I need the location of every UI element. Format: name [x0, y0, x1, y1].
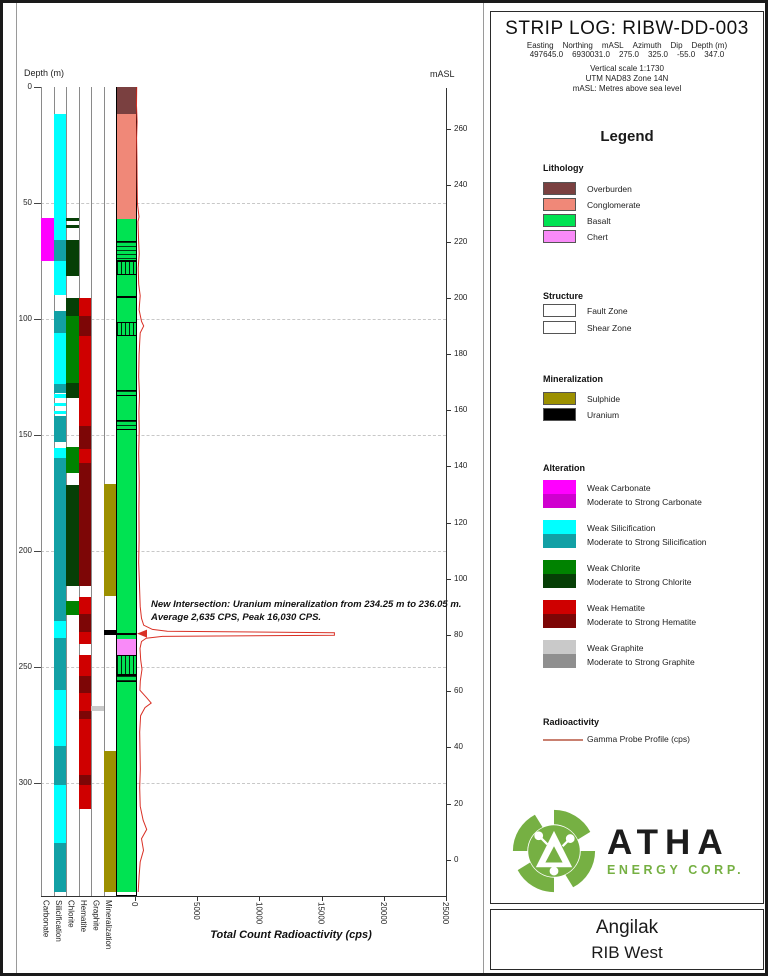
silicification-interval	[54, 240, 67, 261]
legend-swatch-overburden	[543, 182, 576, 195]
hematite-interval	[79, 463, 92, 586]
masl-tick	[446, 523, 451, 524]
annotation-arrow-icon	[137, 630, 147, 638]
lithology-interval-chert	[117, 639, 136, 655]
silicification-interval	[54, 638, 67, 690]
header-label-Northing: Northing	[562, 41, 593, 50]
silicification-interval	[54, 690, 67, 746]
header-value-Northing: 6930031.0	[572, 50, 610, 59]
depth-axis-label: Depth (m)	[24, 68, 65, 78]
depth-tick	[34, 551, 41, 552]
silicification-interval	[54, 311, 67, 333]
silicification-interval	[54, 621, 67, 638]
x-axis-line	[41, 896, 447, 897]
legend-swatch-silicification_weak	[543, 520, 576, 534]
depth-tick	[34, 667, 41, 668]
silicification-interval	[54, 785, 67, 843]
lithology-shear-zone	[117, 420, 136, 430]
hematite-interval	[79, 597, 92, 613]
hematite-interval	[79, 719, 92, 775]
x-tick-label: 25000	[441, 902, 450, 925]
graphite-interval	[91, 706, 104, 711]
mineralization-interval	[104, 630, 117, 634]
masl-tick	[446, 185, 451, 186]
logo-wordmark	[607, 822, 745, 877]
legend-label-conglomerate: Conglomerate	[587, 200, 641, 210]
hematite-interval	[79, 336, 92, 425]
header-value-Easting: 497645.0	[529, 50, 564, 59]
masl-axis-line	[446, 88, 447, 896]
chlorite-interval	[66, 316, 79, 383]
legend-label-hematite_strong: Moderate to Strong Hematite	[587, 617, 697, 627]
mineralization-interval	[104, 484, 117, 597]
project-area: RIB West	[591, 943, 663, 962]
legend-swatch-basalt	[543, 214, 576, 227]
x-tick-label: 20000	[378, 902, 388, 925]
depth-tick-label: 100	[18, 314, 32, 323]
masl-note: mASL: Metres above sea level	[572, 84, 682, 93]
legend-swatch-fault	[543, 304, 576, 317]
x-axis-tick	[384, 896, 385, 901]
chlorite-interval	[66, 601, 79, 615]
depth-gridline	[41, 667, 446, 668]
chlorite-interval	[66, 485, 79, 586]
legend-label-silicification_weak: Weak Silicification	[587, 523, 656, 533]
legend-swatch-carbonate_weak	[543, 480, 576, 494]
masl-tick	[446, 747, 451, 748]
silicification-interval	[54, 114, 67, 240]
lithology-fault-zone	[117, 261, 136, 275]
depth-gridline	[41, 319, 446, 320]
header-value-Depth (m): 347.0	[704, 50, 725, 59]
header-label-Azimuth: Azimuth	[632, 41, 662, 50]
hematite-interval	[79, 614, 92, 633]
header-labels-row	[495, 41, 759, 50]
chlorite-interval	[66, 298, 79, 315]
header-value-Dip: -55.0	[677, 50, 696, 59]
chlorite-interval	[66, 383, 79, 398]
header-label-Easting: Easting	[526, 41, 554, 50]
radioactivity-section-header: Radioactivity	[543, 717, 600, 727]
silicification-interval	[54, 261, 67, 295]
legend-label-chlorite_weak: Weak Chlorite	[587, 563, 641, 573]
legend-label-chlorite_strong: Moderate to Strong Chlorite	[587, 577, 692, 587]
track-label-carbonate: Carbonate	[41, 900, 51, 938]
legend-label-chert: Chert	[587, 232, 608, 242]
page-title: STRIP LOG: RIBW-DD-003	[505, 18, 749, 39]
masl-tick-label: 20	[454, 798, 463, 808]
utm-zone-note: UTM NAD83 Zone 14N	[585, 74, 669, 83]
header-value-mASL: 275.0	[618, 50, 639, 59]
track-outline	[41, 87, 42, 896]
header-values-row	[495, 50, 759, 59]
legend-swatch-uranium	[543, 408, 576, 421]
legend-swatch-graphite_weak	[543, 640, 576, 654]
masl-tick-label: 120	[454, 517, 468, 527]
legend-swatch-silicification_strong	[543, 534, 576, 548]
masl-tick	[446, 466, 451, 467]
header-label-Depth (m): Depth (m)	[691, 41, 728, 50]
hematite-interval	[79, 693, 92, 712]
track-outline	[91, 87, 92, 896]
lithology-shear-zone	[117, 675, 136, 682]
legend-label-structure-1: Shear Zone	[587, 323, 632, 333]
header-label-mASL: mASL	[601, 41, 624, 50]
masl-tick-label: 240	[454, 180, 468, 190]
track-label-silicification: Silicification	[53, 900, 63, 942]
mineralization-section-header: Mineralization	[543, 374, 604, 384]
masl-tick-label: 60	[454, 686, 463, 696]
x-tick-label: 10000	[254, 902, 264, 925]
depth-tick	[34, 435, 41, 436]
masl-tick	[446, 410, 451, 411]
masl-tick-label: 80	[454, 629, 463, 639]
legend-label-carbonate_weak: Weak Carbonate	[587, 483, 651, 493]
hematite-interval	[79, 655, 92, 676]
legend-swatch-shear-diag	[543, 321, 576, 334]
legend-swatch-chlorite_weak	[543, 560, 576, 574]
hematite-interval	[79, 426, 92, 449]
lithology-fault-zone	[117, 322, 136, 336]
legend-label-carbonate_strong: Moderate to Strong Carbonate	[587, 497, 702, 507]
legend-swatch-conglomerate	[543, 198, 576, 211]
silicification-interval	[54, 843, 67, 892]
masl-tick-label: 100	[454, 573, 468, 583]
masl-tick	[446, 242, 451, 243]
legend-label-hematite_weak: Weak Hematite	[587, 603, 645, 613]
atha-logo-icon	[511, 808, 597, 894]
hematite-interval	[79, 298, 92, 315]
silicification-interval	[54, 448, 67, 458]
logo-subword: ENERGY CORP.	[607, 862, 745, 877]
silicification-interval	[54, 333, 67, 384]
depth-gridline	[41, 203, 446, 204]
lithology-interval-conglomerate	[117, 114, 136, 220]
project-name: Angilak	[595, 917, 659, 938]
lithology-shear-zone	[117, 241, 136, 261]
lithology-contact-line	[117, 296, 136, 298]
track-label-mineralization: Mineralization	[103, 900, 113, 950]
masl-tick	[446, 860, 451, 861]
vertical-scale-note: Vertical scale 1:1730	[590, 64, 664, 73]
track-label-chlorite: Chlorite	[66, 900, 76, 928]
legend-label-basalt: Basalt	[587, 216, 611, 226]
masl-tick-label: 260	[454, 124, 468, 134]
depth-tick-label: 50	[23, 198, 32, 207]
x-axis-tick	[135, 896, 136, 901]
legend-swatch-chlorite_strong	[543, 574, 576, 588]
lithology-shear-zone	[117, 390, 136, 396]
silicification-interval	[54, 394, 67, 397]
project-box	[490, 909, 764, 970]
info-panel	[490, 11, 764, 904]
header-label-Dip: Dip	[670, 41, 683, 50]
gamma-line-label: Gamma Probe Profile (cps)	[587, 734, 690, 744]
silicification-interval	[54, 458, 67, 620]
track-label-hematite: Hematite	[78, 900, 88, 933]
depth-tick-label: 250	[18, 662, 32, 671]
legend-swatch-chert	[543, 230, 576, 243]
chlorite-interval	[66, 225, 79, 228]
intersection-annotation: New Intersection: Uranium mineralization from 234.25 m to 236.05 m. Average 2,635 CPS, Peak 16,030 CPS.	[151, 599, 462, 623]
lithology-section-header: Lithology	[543, 163, 584, 173]
x-axis-tick	[446, 896, 447, 901]
legend-label-graphite_strong: Moderate to Strong Graphite	[587, 657, 695, 667]
structure-section-header: Structure	[543, 291, 584, 301]
legend-label-graphite_weak: Weak Graphite	[587, 643, 644, 653]
masl-tick	[446, 579, 451, 580]
gamma-line-swatch	[543, 739, 583, 741]
depth-gridline	[41, 783, 446, 784]
depth-tick-label: 200	[18, 546, 32, 555]
x-axis-tick	[259, 896, 260, 901]
masl-tick-label: 40	[454, 742, 463, 752]
masl-tick-label: 220	[454, 236, 468, 246]
silicification-interval	[54, 746, 67, 785]
silicification-interval	[54, 403, 67, 406]
alteration-section-header: Alteration	[543, 463, 586, 473]
silicification-interval	[54, 411, 67, 414]
masl-tick-label: 180	[454, 348, 468, 358]
masl-tick	[446, 691, 451, 692]
x-axis-tick	[322, 896, 323, 901]
depth-tick	[34, 319, 41, 320]
mineralization-interval	[104, 751, 117, 893]
x-tick-label: 0	[130, 902, 139, 907]
masl-tick-label: 0	[454, 854, 459, 864]
x-tick-label: 15000	[316, 902, 326, 925]
depth-tick	[34, 203, 41, 204]
hematite-interval	[79, 632, 92, 644]
depth-tick	[34, 783, 41, 784]
legend-label-overburden: Overburden	[587, 184, 632, 194]
lithology-fault-zone	[117, 655, 136, 675]
legend-label-silicification_strong: Moderate to Strong Silicification	[587, 537, 707, 547]
masl-tick	[446, 129, 451, 130]
hematite-interval	[79, 775, 92, 785]
track-label-graphite: Graphite	[91, 900, 101, 931]
masl-tick-label: 200	[454, 292, 468, 302]
hematite-interval	[79, 316, 92, 337]
depth-tick-label: 0	[27, 82, 32, 91]
lithology-interval-basalt	[117, 219, 136, 892]
masl-tick-label: 140	[454, 461, 468, 471]
hematite-interval	[79, 785, 92, 808]
legend-label-uranium: Uranium	[587, 410, 620, 420]
legend-title: Legend	[600, 128, 654, 145]
carbonate-interval	[41, 218, 54, 261]
chlorite-interval	[66, 240, 79, 276]
masl-tick	[446, 354, 451, 355]
legend-swatch-graphite_strong	[543, 654, 576, 668]
chlorite-interval	[66, 218, 79, 221]
x-axis-tick	[197, 896, 198, 901]
legend-label-sulphide: Sulphide	[587, 394, 621, 404]
lithology-interval-overburden	[117, 87, 136, 114]
logo-word: ATHA	[607, 822, 730, 862]
depth-gridline	[41, 435, 446, 436]
hematite-interval	[79, 676, 92, 692]
radioactivity-axis-title: Total Count Radioactivity (cps)	[210, 929, 372, 941]
header-value-Azimuth: 325.0	[647, 50, 668, 59]
legend-swatch-carbonate_strong	[543, 494, 576, 508]
legend-label-structure-0: Fault Zone	[587, 306, 628, 316]
masl-tick	[446, 298, 451, 299]
x-tick-label: 5000	[192, 902, 202, 920]
depth-tick-label: 150	[18, 430, 32, 439]
legend-swatch-hematite_weak	[543, 600, 576, 614]
masl-tick	[446, 804, 451, 805]
hematite-interval	[79, 711, 92, 719]
hematite-interval	[79, 449, 92, 463]
masl-axis-label: mASL	[430, 69, 455, 79]
lithology-contact-line	[117, 633, 136, 635]
masl-tick	[446, 635, 451, 636]
depth-tick-label: 300	[18, 778, 32, 787]
company-logo	[511, 808, 745, 894]
legend-swatch-hematite_strong	[543, 614, 576, 628]
depth-tick	[34, 87, 41, 88]
legend-swatch-sulphide	[543, 392, 576, 405]
silicification-interval	[54, 384, 67, 393]
depth-gridline	[41, 551, 446, 552]
silicification-interval	[54, 416, 67, 442]
chlorite-interval	[66, 447, 79, 474]
masl-tick-label: 160	[454, 405, 468, 415]
